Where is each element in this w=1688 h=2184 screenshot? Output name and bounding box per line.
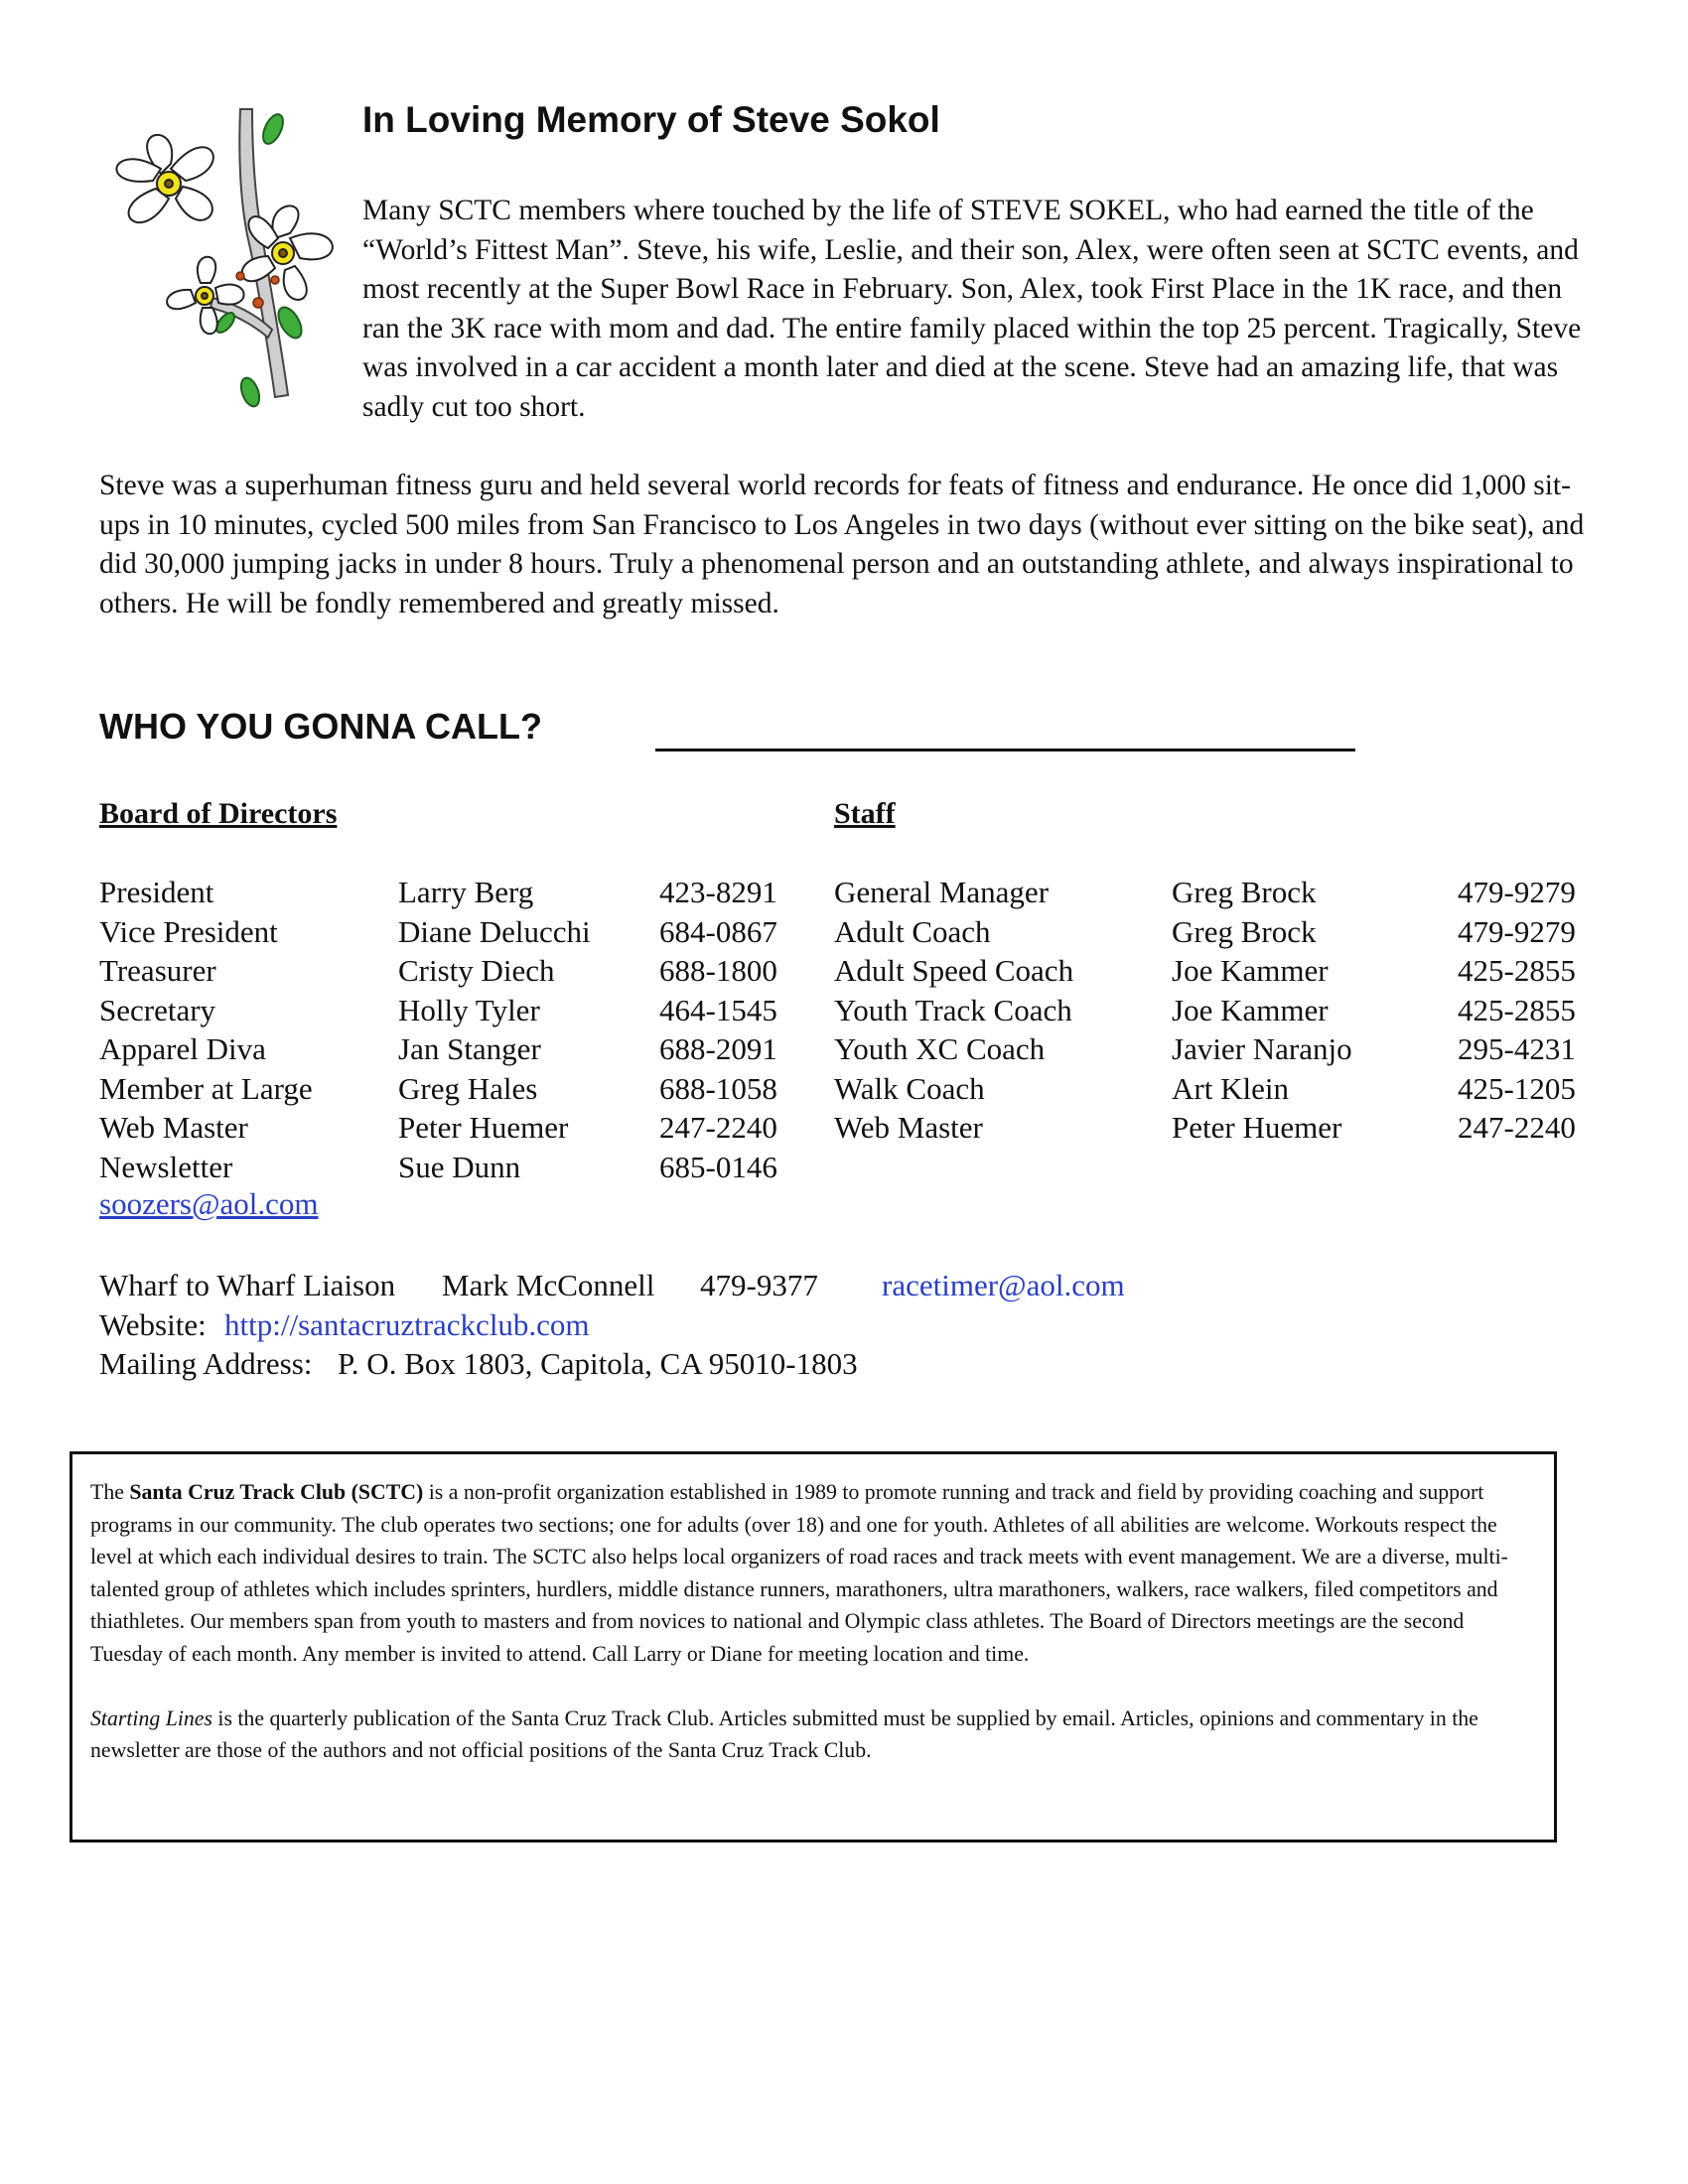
table-row bbox=[834, 951, 1589, 991]
website-label: Website: bbox=[99, 1306, 207, 1342]
role-cell: Adult Coach bbox=[834, 913, 991, 949]
name-cell: Joe Kammer bbox=[1172, 953, 1329, 988]
about-paragraph bbox=[90, 1476, 1536, 1670]
staff-label: Staff bbox=[834, 797, 896, 830]
table-row bbox=[99, 873, 814, 912]
name-cell: Greg Hales bbox=[398, 1070, 538, 1106]
name-cell: Holly Tyler bbox=[398, 992, 540, 1027]
role-cell: President bbox=[99, 875, 214, 909]
phone-cell: 688-1058 bbox=[659, 1070, 777, 1106]
staff-roster bbox=[834, 873, 1589, 1148]
role-cell: General Manager bbox=[834, 875, 1050, 909]
club-name: Santa Cruz Track Club (SCTC) bbox=[129, 1480, 424, 1504]
about-lead: The bbox=[90, 1480, 130, 1504]
name-cell: Peter Huemer bbox=[398, 1110, 569, 1145]
role-cell: Adult Speed Coach bbox=[834, 953, 1074, 988]
phone-cell: 684-0867 bbox=[659, 913, 777, 949]
name-cell: Joe Kammer bbox=[1172, 992, 1329, 1027]
mailing-address: P. O. Box 1803, Capitola, CA 95010-1803 bbox=[338, 1346, 858, 1381]
table-row bbox=[99, 1069, 814, 1109]
liaison-role: Wharf to Wharf Liaison bbox=[99, 1268, 396, 1302]
phone-cell: 247-2240 bbox=[659, 1110, 777, 1145]
memorial-paragraph-2 bbox=[99, 467, 1594, 623]
name-cell: Larry Berg bbox=[398, 875, 534, 909]
table-row bbox=[99, 1029, 814, 1069]
title-underline-rule bbox=[655, 749, 1355, 751]
phone-cell: 425-1205 bbox=[1458, 1070, 1576, 1106]
table-row bbox=[834, 991, 1589, 1030]
about-description: is a non-profit organization established in 1989 to promote running and track and field by providing coaching and support programs in our community. The club operates two sections; one for adults (over 18) and one for youth. Athletes of all abilities are welcome. Workouts respect the level at which each individual desires to train. The SCTC also helps local organizers of road races and track meets with event management. We are a diverse, multi-talented group of athletes which includes sprinters, hurdlers, middle distance runners, marathoners, ultra marathoners, walkers, race walkers, filed competitors and thiathletes. Our members span from youth to masters and from novices to national and Olympic class athletes. The Board of Directors meetings are the second Tuesday of each month. Any member is invited to attend. Call Larry or Diane for meeting location and time. bbox=[90, 1480, 1508, 1666]
phone-cell: 425-2855 bbox=[1458, 953, 1576, 988]
mailing-label: Mailing Address: bbox=[99, 1346, 313, 1381]
name-cell: Cristy Diech bbox=[398, 953, 555, 988]
phone-cell: 479-9279 bbox=[1458, 913, 1576, 949]
table-row bbox=[99, 1108, 814, 1148]
role-cell: Secretary bbox=[99, 992, 216, 1027]
name-cell: Javier Naranjo bbox=[1172, 1031, 1352, 1066]
name-cell: Art Klein bbox=[1172, 1070, 1289, 1106]
name-cell: Sue Dunn bbox=[398, 1149, 521, 1184]
newsletter-email-link[interactable]: soozers@aol.com bbox=[99, 1186, 319, 1221]
table-row bbox=[99, 912, 814, 952]
table-row bbox=[99, 951, 814, 991]
memorial-paragraph-1 bbox=[362, 192, 1589, 427]
role-cell: Member at Large bbox=[99, 1070, 313, 1106]
role-cell: Apparel Diva bbox=[99, 1031, 266, 1066]
role-cell: Newsletter bbox=[99, 1149, 233, 1184]
role-cell: Walk Coach bbox=[834, 1070, 985, 1106]
board-roster bbox=[99, 873, 814, 1186]
table-row bbox=[834, 873, 1589, 912]
memorial-title: In Loving Memory of Steve Sokol bbox=[362, 99, 940, 140]
table-row bbox=[834, 912, 1589, 952]
contacts-title: WHO YOU GONNA CALL? bbox=[99, 706, 542, 747]
phone-cell: 688-2091 bbox=[659, 1031, 777, 1066]
publication-paragraph bbox=[90, 1703, 1536, 1767]
table-row bbox=[834, 1108, 1589, 1148]
about-club-box bbox=[70, 1451, 1557, 1843]
role-cell: Treasurer bbox=[99, 953, 216, 988]
role-cell: Youth XC Coach bbox=[834, 1031, 1046, 1066]
role-cell: Web Master bbox=[834, 1110, 983, 1145]
board-of-directors-label: Board of Directors bbox=[99, 797, 338, 830]
blossom-top bbox=[116, 135, 212, 222]
dogwood-flower-illustration bbox=[91, 99, 359, 417]
name-cell: Jan Stanger bbox=[398, 1031, 541, 1066]
phone-cell: 464-1545 bbox=[659, 992, 777, 1027]
phone-cell: 685-0146 bbox=[659, 1149, 777, 1184]
phone-cell: 247-2240 bbox=[1458, 1110, 1576, 1145]
phone-cell: 295-4231 bbox=[1458, 1031, 1576, 1066]
role-cell: Vice President bbox=[99, 913, 278, 949]
memorial-paragraph-2-text: Steve was a superhuman fitness guru and held several world records for feats of fitness and endurance. He once did 1,000 sit-ups in 10 minutes, cycled 500 miles from San Francisco to Los Angeles in two days (without ever sitting on the bike seat), and did 30,000 jumping jacks in under 8 hours. Truly a phenomenal person and an outstanding athlete, and always inspirational to others. He will be fondly remembered and greatly missed. bbox=[99, 470, 1585, 619]
publication-text: is the quarterly publication of the Santa Cruz Track Club. Articles submitted must be supplied by email. Articles, opinions and commentary in the newsletter are those of the authors and not official positions of the Santa Cruz Track Club. bbox=[90, 1706, 1478, 1762]
website-link[interactable]: http://santacruztrackclub.com bbox=[224, 1306, 590, 1342]
table-row bbox=[99, 1148, 814, 1187]
name-cell: Greg Brock bbox=[1172, 875, 1317, 909]
publication-name: Starting Lines bbox=[90, 1706, 212, 1730]
phone-cell: 479-9279 bbox=[1458, 875, 1576, 909]
role-cell: Web Master bbox=[99, 1110, 248, 1145]
table-row bbox=[834, 1029, 1589, 1069]
liaison-phone: 479-9377 bbox=[700, 1268, 818, 1302]
memorial-paragraph-1-text: Many SCTC members where touched by the life of STEVE SOKEL, who had earned the title of the “World’s Fittest Man”. Steve, his wife, Leslie, and their son, Alex, were often seen at SCTC events, and most recently at the Super Bowl Race in February. Son, Alex, took First Place in the 1K race, and then ran the 3K race with mom and dad. The entire family placed within the top 25 percent. Tragically, Steve was involved in a car accident a month later and died at the scene. Steve had an amazing life, that was sadly cut too short. bbox=[362, 195, 1582, 423]
liaison-email-link[interactable]: racetimer@aol.com bbox=[882, 1268, 1125, 1302]
name-cell: Greg Brock bbox=[1172, 913, 1317, 949]
name-cell: Diane Delucchi bbox=[398, 913, 591, 949]
table-row bbox=[834, 1069, 1589, 1109]
phone-cell: 688-1800 bbox=[659, 953, 777, 988]
phone-cell: 425-2855 bbox=[1458, 992, 1576, 1027]
phone-cell: 423-8291 bbox=[659, 875, 777, 909]
role-cell: Youth Track Coach bbox=[834, 992, 1072, 1027]
name-cell: Peter Huemer bbox=[1172, 1110, 1342, 1145]
liaison-name: Mark McConnell bbox=[442, 1268, 655, 1302]
table-row bbox=[99, 991, 814, 1030]
